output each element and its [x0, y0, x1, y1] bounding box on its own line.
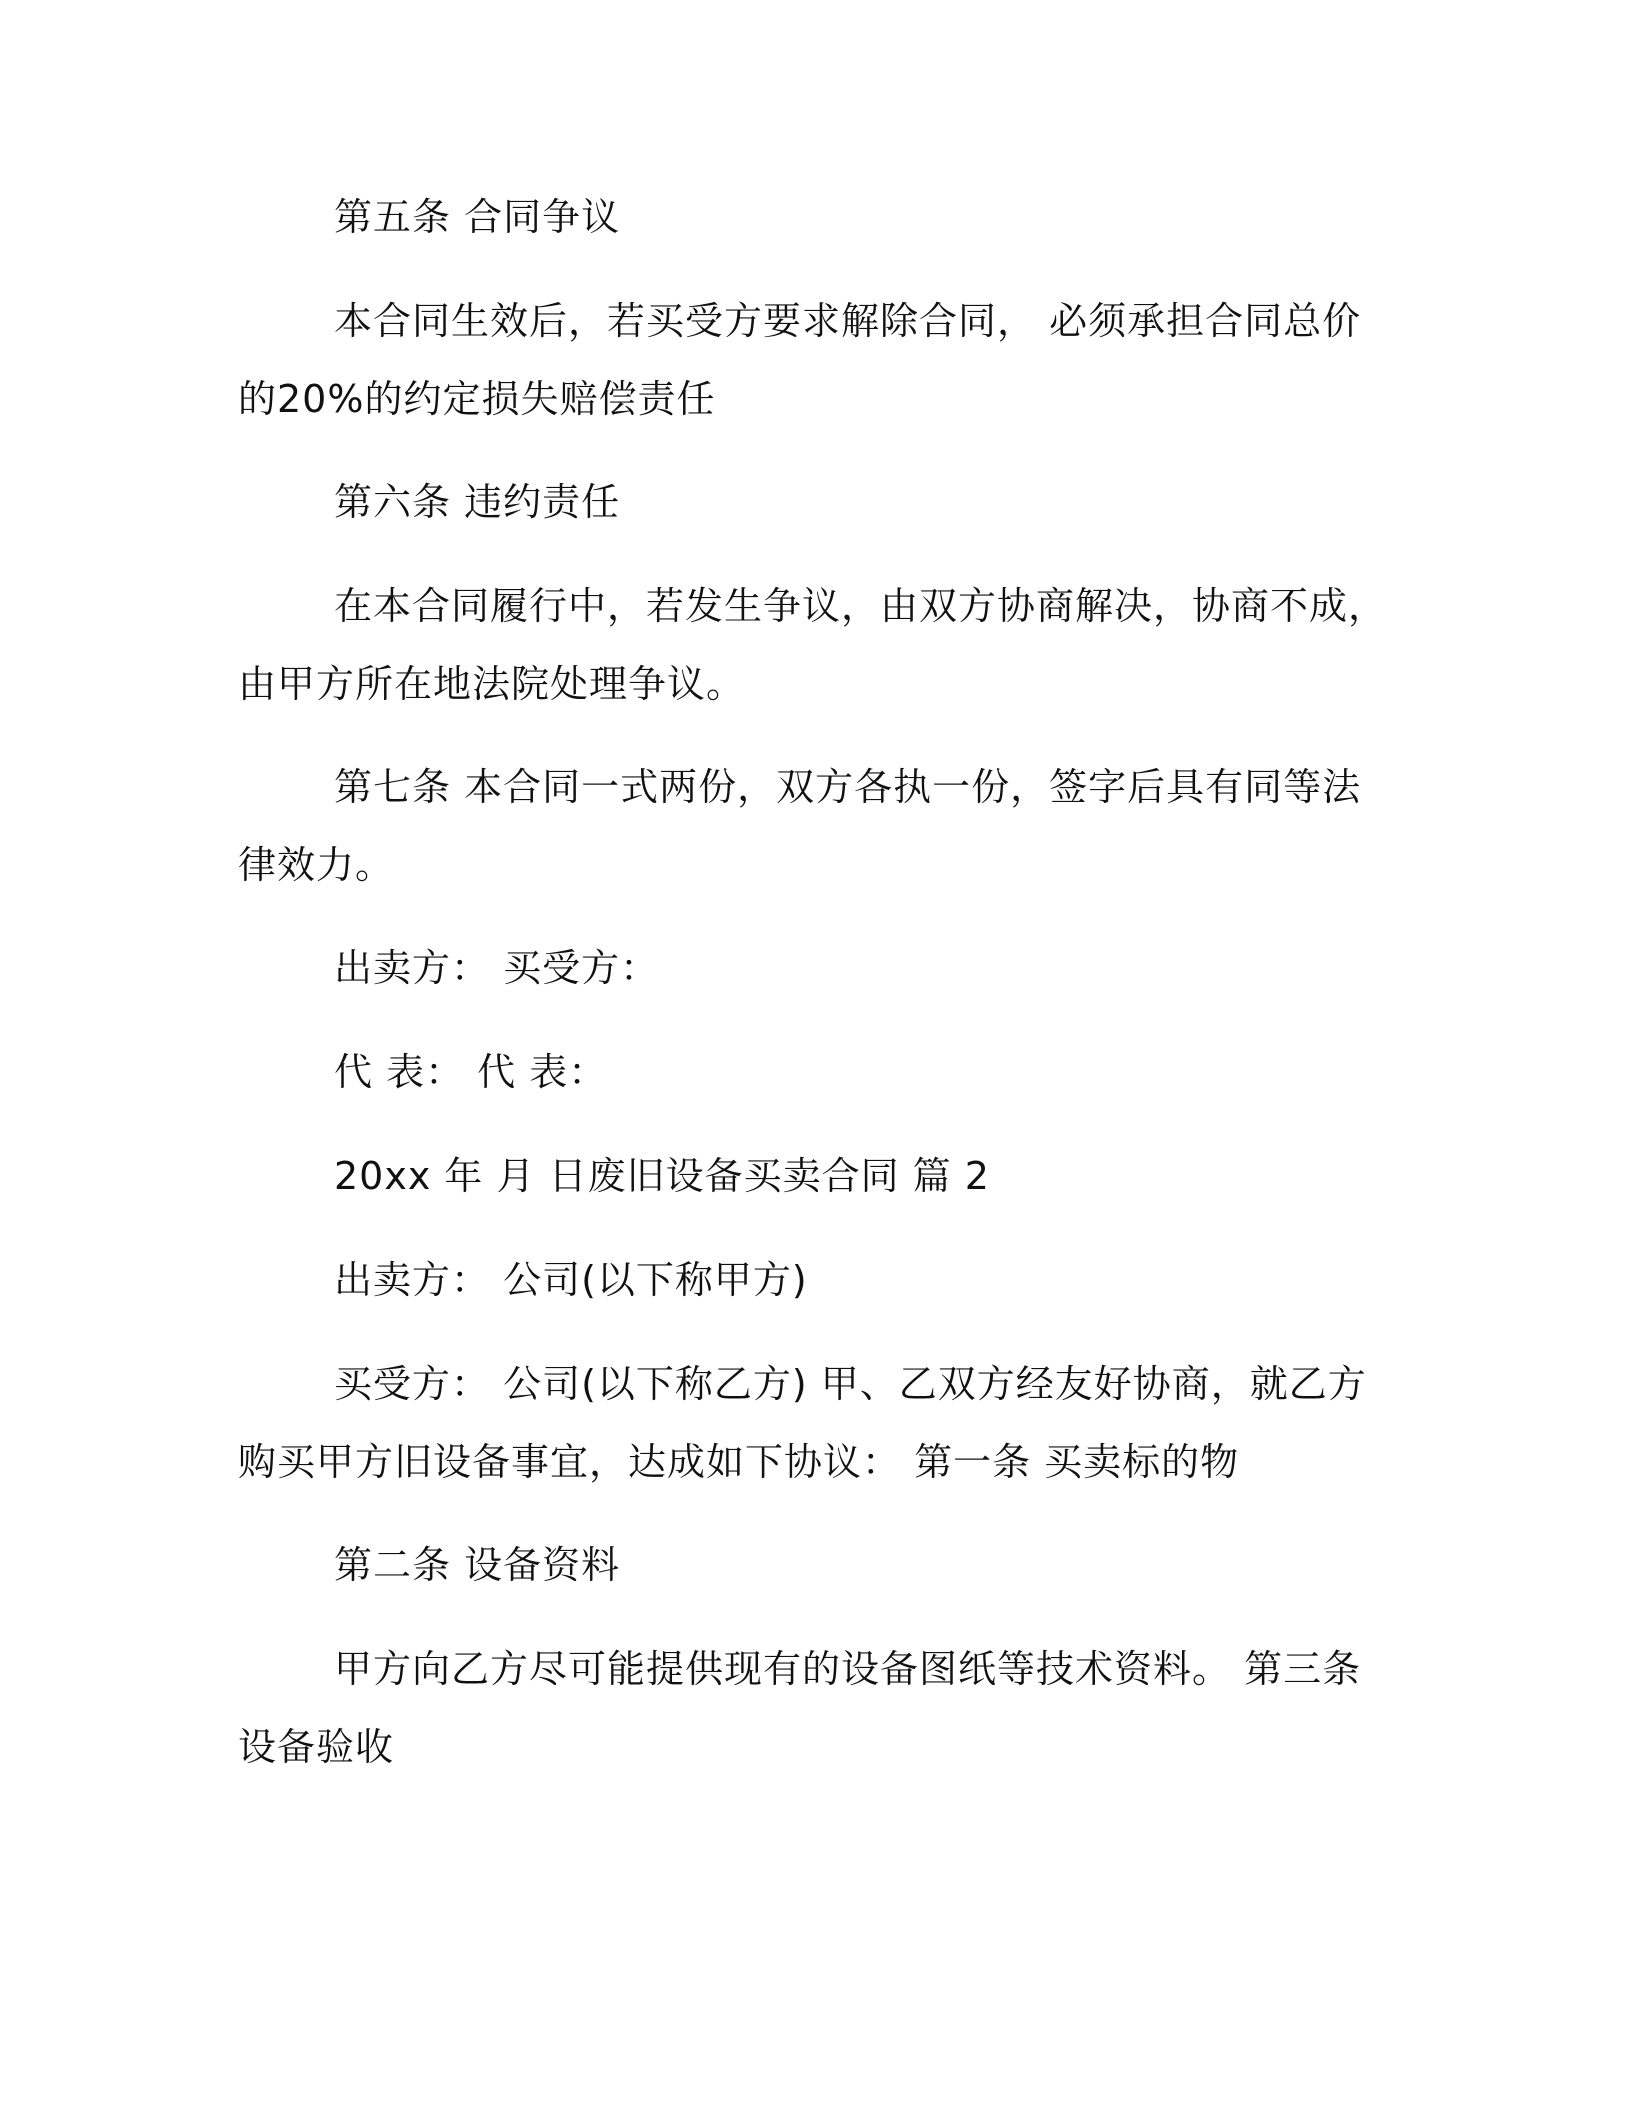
date-and-title-line: 20xx 年 月 日废旧设备买卖合同 篇 2: [334, 1154, 990, 1198]
article-5-body: 本合同生效后，若买受方要求解除合同， 必须承担合同总价的20%的约定损失赔偿责任: [238, 299, 1362, 421]
article-6-body: 在本合同履行中，若发生争议，由双方协商解决，协商不成，由甲方所在地法院处理争议。: [238, 584, 1388, 706]
buyer-agreement-body: 买受方： 公司(以下称乙方) 甲、乙双方经友好协商，就乙方购买甲方旧设备事宜，达成如下协议： 第一条 买卖标的物: [238, 1362, 1367, 1484]
seller-buyer-line: 出卖方： 买受方：: [334, 946, 660, 990]
article-7-body: 第七条 本合同一式两份，双方各执一份，签字后具有同等法律效力。: [238, 765, 1362, 887]
seller-line: 出卖方： 公司(以下称甲方): [334, 1258, 808, 1302]
representative-line: 代 表： 代 表：: [334, 1050, 608, 1094]
article-2-heading: 第二条 设备资料: [334, 1543, 621, 1587]
article-6-heading: 第六条 违约责任: [334, 480, 621, 524]
article-5-heading: 第五条 合同争议: [334, 195, 621, 239]
article-2-body: 甲方向乙方尽可能提供现有的设备图纸等技术资料。 第三条 设备验收: [238, 1647, 1362, 1769]
